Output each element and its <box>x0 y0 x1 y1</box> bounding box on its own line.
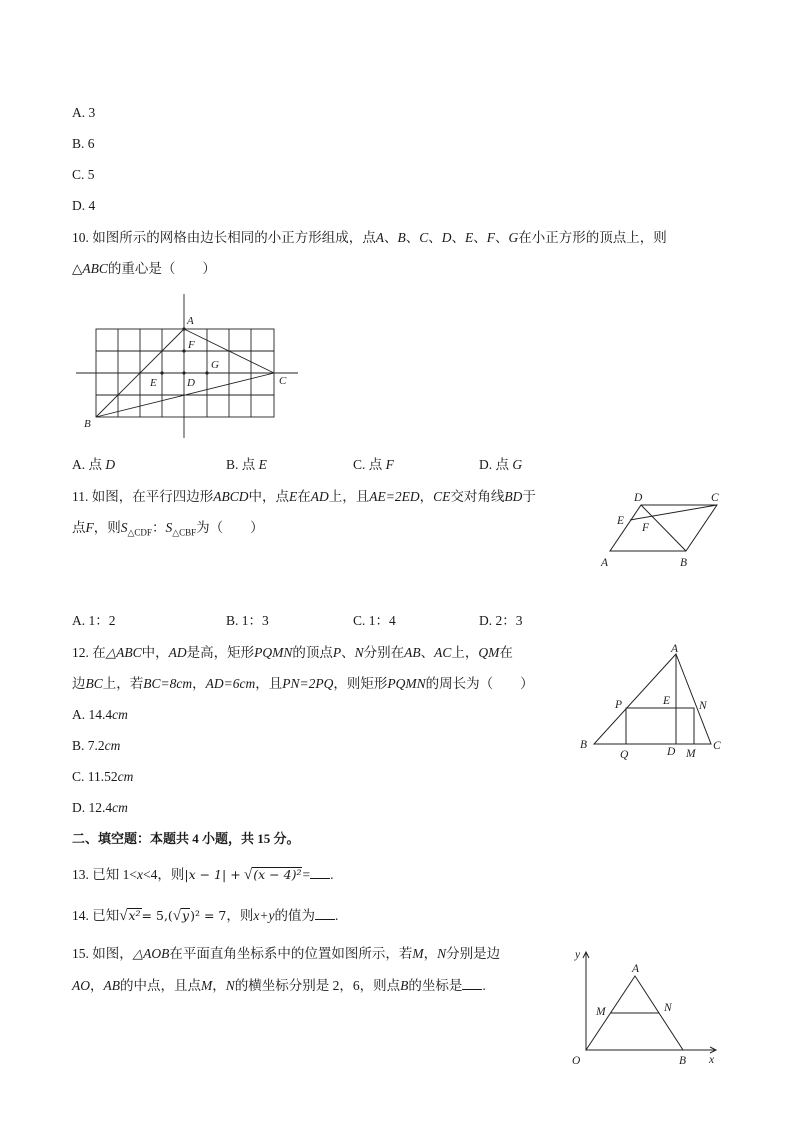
q12-label-d: D <box>667 746 676 758</box>
q11-label-b: B <box>680 557 688 569</box>
q10-label-d: D <box>187 377 195 389</box>
q11-option-b: B. 1：3 <box>226 613 269 628</box>
q10-label-e: E <box>150 377 157 389</box>
q10-grid-figure <box>72 290 304 440</box>
q10-option-c: C. 点 F <box>353 457 394 472</box>
q10-label-c: C <box>279 375 287 387</box>
q12-triangle-rectangle-figure <box>574 640 734 764</box>
q11-label-f: F <box>642 522 650 534</box>
q12-label-b: B <box>580 739 588 751</box>
q15-label-b: B <box>679 1055 687 1067</box>
q10-option-b: B. 点 E <box>226 457 267 472</box>
q11-parallelogram-figure <box>596 488 736 572</box>
q9-option-b: B. 6 <box>72 136 95 151</box>
q9-option-a: A. 3 <box>72 105 96 120</box>
q15-label-y: y <box>575 949 581 961</box>
q15-label-a: A <box>632 963 640 975</box>
q12-label-n: N <box>699 700 707 712</box>
q12-label-p: P <box>615 699 623 711</box>
q15-label-x: x <box>709 1054 715 1066</box>
q12-label-e: E <box>663 695 671 707</box>
q11-label-d: D <box>634 492 643 504</box>
q10-option-a: A. 点 D <box>72 457 116 472</box>
q11-option-a: A. 1：2 <box>72 613 116 628</box>
q10-label-b: B <box>84 418 91 430</box>
q11-stem-line2: 点F，则$S_{\triangle CDF}$：$S_{\triangle CBF}$为（ ） <box>72 520 264 538</box>
q12-label-m: M <box>686 748 696 760</box>
q12-label-c: C <box>713 740 721 752</box>
q12-stem-line2: 边BC上，若BC=8cm，AD=6cm，且PN=2PQ，则矩形PQMN的周长为（ ） <box>72 676 534 691</box>
q12-label-a: A <box>671 643 679 655</box>
q15-label-n: N <box>664 1002 672 1014</box>
q15-label-m: M <box>596 1006 606 1018</box>
q15-stem-line2: AO，AB的中点，且点M，N的横坐标分别是 2，6，则点B的坐标是 . <box>72 978 486 993</box>
q11-label-a: A <box>601 557 609 569</box>
q9-option-d: D. 4 <box>72 198 96 213</box>
q11-label-e: E <box>617 515 625 527</box>
q12-label-q: Q <box>620 749 629 761</box>
q11-option-c: C. 1：4 <box>353 613 396 628</box>
q13-answer-blank[interactable] <box>310 866 330 879</box>
q14-answer-blank[interactable] <box>315 907 335 920</box>
q12-option-a: A. 14.4cm <box>72 707 128 722</box>
q12-stem-line1: 12. 在△ABC中，AD是高，矩形PQMN的顶点P、N分别在AB、AC上，QM在 <box>72 645 513 660</box>
q15-label-o: O <box>572 1055 581 1067</box>
q10-label-a: A <box>187 315 194 327</box>
q13-stem: 13. 已知 1<x<4，则|x − 1| + √(x − 4)²= . <box>72 867 334 883</box>
q15-stem-line1: 15. 如图，△AOB在平面直角坐标系中的位置如图所示，若M，N分别是边 <box>72 946 501 961</box>
q15-coordinate-figure <box>566 940 732 1070</box>
q10-label-g: G <box>211 359 219 371</box>
q12-option-d: D. 12.4cm <box>72 800 128 815</box>
q11-option-d: D. 2：3 <box>479 613 523 628</box>
q12-option-b: B. 7.2cm <box>72 738 121 753</box>
q12-option-c: C. 11.52cm <box>72 769 134 784</box>
q11-label-c: C <box>711 492 719 504</box>
q10-label-f: F <box>188 339 195 351</box>
q11-stem-line1: 11. 如图，在平行四边形ABCD中，点E在AD上，且AE=2ED，CE交对角线BD于 <box>72 489 536 504</box>
q10-option-d: D. 点 G <box>479 457 523 472</box>
q10-stem-line2: △ABC的重心是（ ） <box>72 261 216 276</box>
q9-option-c: C. 5 <box>72 167 95 182</box>
q15-answer-blank[interactable] <box>462 977 482 990</box>
section-2-title: 二、填空题：本题共 4 小题，共 15 分。 <box>72 831 300 846</box>
q10-stem-line1: 10. 如图所示的网格由边长相同的小正方形组成，点A、B、C、D、E、F、G在小正方形的顶点上，则 <box>72 230 667 245</box>
q14-stem: 14. 已知√x²= 5,(√y)² = 7，则x+y的值为 . <box>72 908 339 924</box>
